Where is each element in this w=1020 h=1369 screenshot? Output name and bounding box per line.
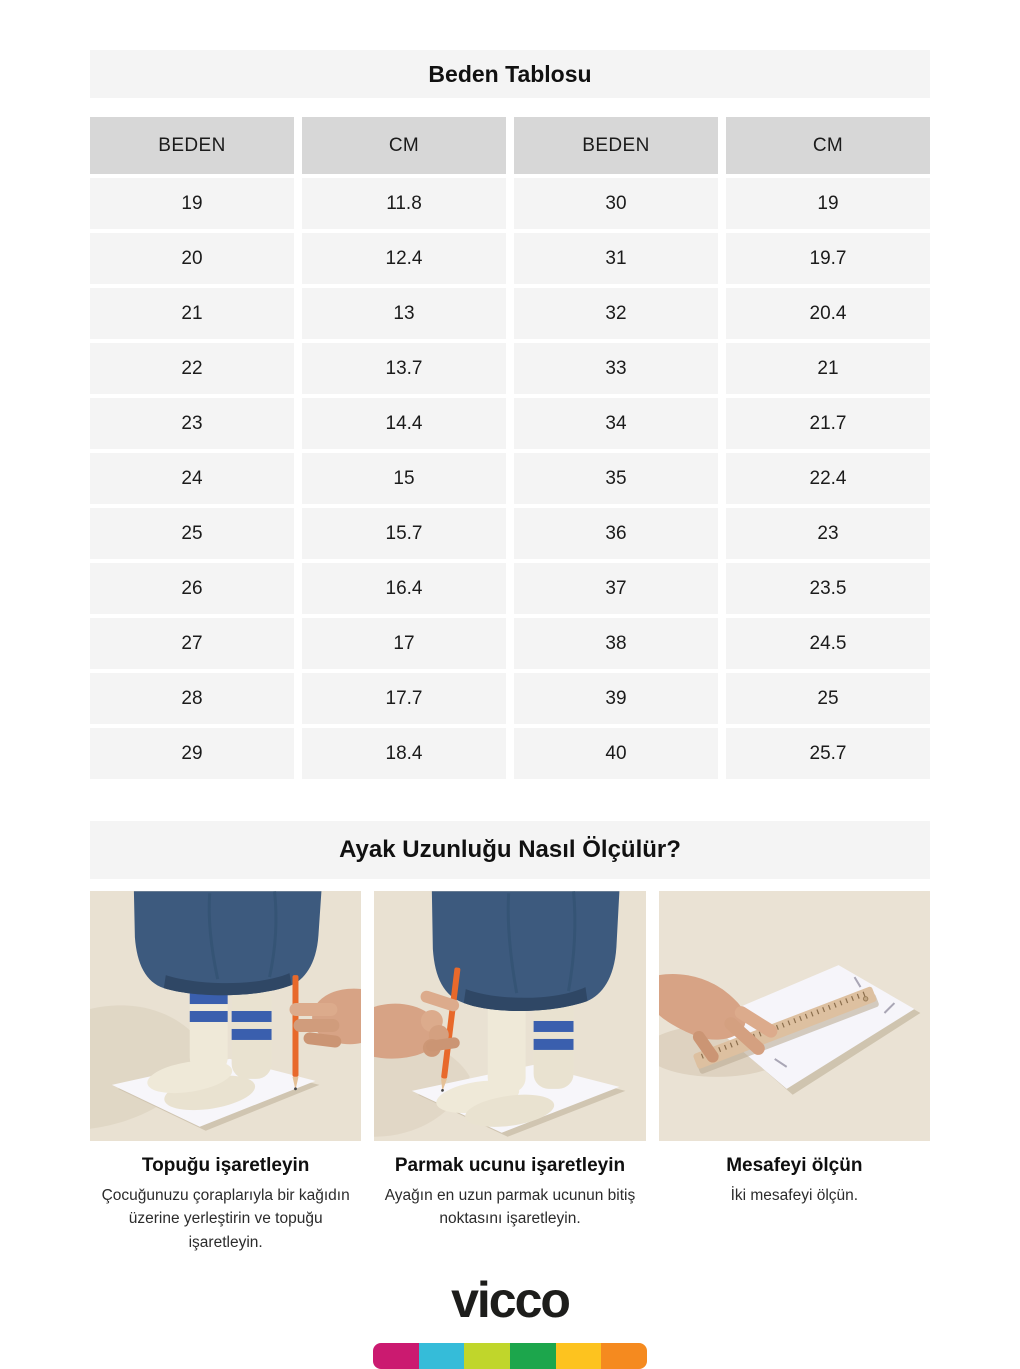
step-measure-distance	[659, 891, 930, 1254]
size-chart-title: Beden Tablosu	[428, 60, 592, 87]
table-cell: 17.7	[302, 673, 506, 724]
table-cell: 35	[514, 453, 718, 504]
table-cell: 28	[90, 673, 294, 724]
measure-steps	[90, 891, 930, 1254]
step-description: İki mesafeyi ölçün.	[730, 1187, 859, 1204]
table-cell: 21	[726, 343, 930, 394]
table-cell: 26	[90, 563, 294, 614]
table-cell: 22	[90, 343, 294, 394]
table-cell: 34	[514, 398, 718, 449]
table-cell: 37	[514, 563, 718, 614]
step-title: Mesafeyi ölçün	[726, 1155, 863, 1176]
size-table-header-cm-left: CM	[302, 117, 506, 174]
color-bar-segment-yellow	[556, 1343, 602, 1369]
jeans	[432, 891, 620, 1011]
step-description: Çocuğunuzu çoraplarıyla bir kağıdın üzerine yerleştirin ve topuğu işaretleyin.	[101, 1187, 350, 1251]
table-cell: 18.4	[302, 728, 506, 779]
step-title: Parmak ucunu işaretleyin	[394, 1155, 626, 1176]
child-feet-toe-pencil-photo	[374, 891, 645, 1141]
table-cell: 25	[726, 673, 930, 724]
table-cell: 30	[514, 178, 718, 229]
table-cell: 36	[514, 508, 718, 559]
table-cell: 13	[302, 288, 506, 339]
table-cell: 15	[302, 453, 506, 504]
table-cell: 38	[514, 618, 718, 669]
table-cell: 15.7	[302, 508, 506, 559]
table-cell: 21.7	[726, 398, 930, 449]
table-cell: 20.4	[726, 288, 930, 339]
table-cell: 12.4	[302, 233, 506, 284]
table-cell: 21	[90, 288, 294, 339]
table-cell: 11.8	[302, 178, 506, 229]
step-mark-heel	[90, 891, 361, 1254]
table-cell: 23	[90, 398, 294, 449]
color-bar-segment-lime	[464, 1343, 510, 1369]
table-cell: 23	[726, 508, 930, 559]
table-cell: 24	[90, 453, 294, 504]
table-cell: 16.4	[302, 563, 506, 614]
table-cell: 24.5	[726, 618, 930, 669]
table-cell: 19.7	[726, 233, 930, 284]
vicco-color-bar	[373, 1343, 647, 1369]
step-description: Ayağın en uzun parmak ucunun bitiş noktasını işaretleyin.	[384, 1187, 636, 1228]
size-table	[90, 117, 930, 779]
table-cell: 39	[514, 673, 718, 724]
table-cell: 19	[726, 178, 930, 229]
color-bar-segment-magenta	[373, 1343, 419, 1369]
size-table-header-size-right: BEDEN	[514, 117, 718, 174]
child-feet-heel-pencil-photo	[90, 891, 361, 1141]
measure-section-title: Ayak Uzunluğu Nasıl Ölçülür?	[339, 836, 681, 863]
table-cell: 31	[514, 233, 718, 284]
table-cell: 17	[302, 618, 506, 669]
table-cell: 14.4	[302, 398, 506, 449]
pencil	[292, 975, 298, 1090]
step-photo-3	[659, 891, 930, 1141]
size-table-header-cm-right: CM	[726, 117, 930, 174]
color-bar-segment-orange	[601, 1343, 647, 1369]
step-title: Topuğu işaretleyin	[141, 1155, 310, 1176]
measure-section-title-bar	[90, 821, 930, 879]
table-cell: 32	[514, 288, 718, 339]
step-photo-1	[90, 891, 361, 1141]
table-cell: 29	[90, 728, 294, 779]
table-cell: 25.7	[726, 728, 930, 779]
table-cell: 33	[514, 343, 718, 394]
table-cell: 13.7	[302, 343, 506, 394]
size-chart-title-bar	[90, 50, 930, 98]
vicco-logo: vicco	[451, 1272, 569, 1328]
table-cell: 27	[90, 618, 294, 669]
step-photo-2	[374, 891, 645, 1141]
table-cell: 23.5	[726, 563, 930, 614]
size-table-header-size-left: BEDEN	[90, 117, 294, 174]
color-bar-segment-green	[510, 1343, 556, 1369]
table-cell: 19	[90, 178, 294, 229]
step-mark-toe	[374, 891, 645, 1254]
page-content	[90, 50, 930, 1254]
table-cell: 25	[90, 508, 294, 559]
table-cell: 22.4	[726, 453, 930, 504]
color-bar-segment-cyan	[419, 1343, 465, 1369]
table-cell: 20	[90, 233, 294, 284]
table-cell: 40	[514, 728, 718, 779]
ruler-on-paper-photo	[659, 891, 930, 1141]
